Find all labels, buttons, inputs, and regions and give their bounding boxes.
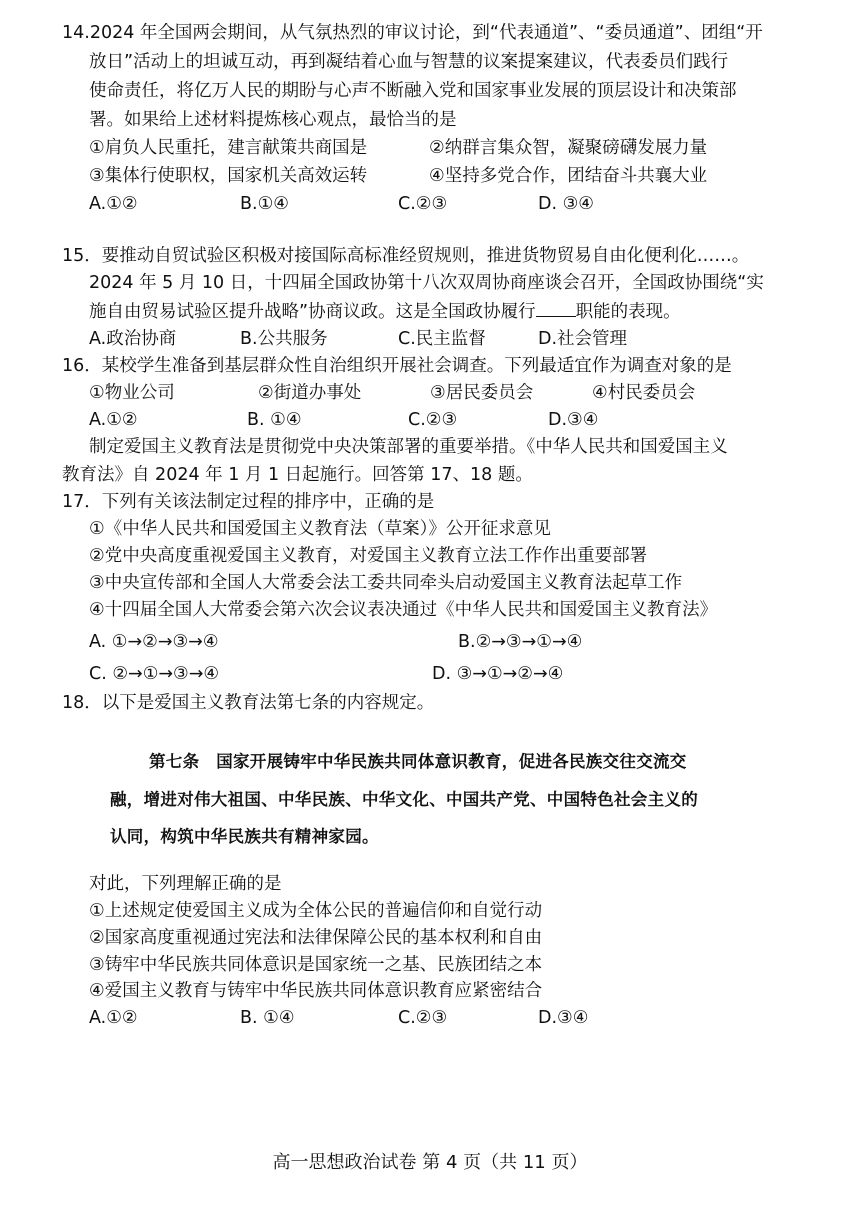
q18-item-1: ①上述规定使爱国主义成为全体公民的普遍信仰和自觉行动 [89,901,543,921]
q15-choice-b: B.公共服务 [240,329,328,349]
q18-item-4: ④爱国主义教育与铸牢中华民族共同体意识教育应紧密结合 [89,981,543,1001]
intro-line-1: 制定爱国主义教育法是贯彻党中央决策部署的重要举措。《中华人民共和国爱国主义 [89,437,728,457]
q14-item-2: ②纳群言集众智，凝聚磅礴发展力量 [429,138,708,158]
q14-choice-a: A.①② [89,194,138,214]
q16-item-3: ③居民委员会 [430,383,534,403]
article-7-line-1: 第七条 国家开展铸牢中华民族共同体意识教育，促进各民族交往交流交 [149,752,687,771]
page-footer: 高一思想政治试卷 第 4 页（共 11 页） [272,1152,588,1173]
q14-item-1: ①肩负人民重托，建言献策共商国是 [89,138,368,158]
q18-stem: 18．以下是爱国主义教育法第七条的内容规定。 [62,693,435,713]
q15-stem-line-1: 15．要推动自贸试验区积极对接国际高标准经贸规则，推进货物贸易自由化便利化……。 [62,246,750,266]
q14-choice-d: D. ③④ [538,194,594,214]
q18-choice-d: D.③④ [538,1008,589,1028]
q18-item-3: ③铸牢中华民族共同体意识是国家统一之基、民族团结之本 [89,955,543,975]
q18-choice-b: B. ①④ [240,1008,295,1028]
article-7-line-3: 认同，构筑中华民族共有精神家园。 [110,827,379,846]
q17-choice-b: B.②→③→①→④ [458,632,583,652]
q16-choice-b: B. ①④ [247,410,302,430]
q17-stem: 17．下列有关该法制定过程的排序中，正确的是 [62,492,435,512]
q17-item-3: ③中央宣传部和全国人大常委会法工委共同牵头启动爱国主义教育法起草工作 [89,573,683,593]
q16-choice-c: C.②③ [408,410,458,430]
q16-choice-d: D.③④ [548,410,599,430]
q16-item-1: ①物业公司 [89,383,175,403]
q18-prompt: 对此，下列理解正确的是 [89,874,282,894]
q15-stem-text-after-blank: 职能的表现。 [575,302,681,322]
q18-choice-c: C.②③ [398,1008,448,1028]
q14-stem-line-4: 署。如果给上述材料提炼核心观点，最恰当的是 [89,110,457,130]
q17-choice-a: A. ①→②→③→④ [89,632,219,652]
q18-choice-a: A.①② [89,1008,138,1028]
q14-item-4: ④坚持多党合作，团结奋斗共襄大业 [429,166,708,186]
q17-item-4: ④十四届全国人大常委会第六次会议表决通过《中华人民共和国爱国主义教育法》 [89,600,718,620]
q16-choice-a: A.①② [89,410,138,430]
q18-item-2: ②国家高度重视通过宪法和法律保障公民的基本权利和自由 [89,928,543,948]
q16-item-4: ④村民委员会 [592,383,696,403]
q14-stem-line-2: 放日”活动上的坦诚互动，再到凝结着心血与智慧的议案提案建议，代表委员们践行 [89,52,729,72]
q15-stem-text-before-blank: 施自由贸易试验区提升战略”协商议政。这是全国政协履行 [89,302,536,322]
q17-choice-d: D. ③→①→②→④ [432,664,564,684]
answer-blank [536,298,576,317]
q14-choice-c: C.②③ [398,194,448,214]
q15-stem-line-2: 2024 年 5 月 10 日，十四届全国政协第十八次双周协商座谈会召开，全国政协围绕“实 [89,273,764,293]
intro-line-2: 教育法》自 2024 年 1 月 1 日起施行。回答第 17、18 题。 [62,465,533,485]
q15-choice-a: A.政治协商 [89,329,177,349]
q14-stem-line-3: 使命责任，将亿万人民的期盼与心声不断融入党和国家事业发展的顶层设计和决策部 [89,81,737,101]
q14-choice-b: B.①④ [240,194,289,214]
q15-choice-d: D.社会管理 [538,329,628,349]
q14-stem-line-1: 14.2024 年全国两会期间，从气氛热烈的审议讨论，到“代表通道”、“委员通道”、团组“开 [62,23,763,43]
q15-stem-line-3 [89,298,681,325]
q15-choice-c: C.民主监督 [398,329,486,349]
q16-stem: 16．某校学生准备到基层群众性自治组织开展社会调查。下列最适宜作为调查对象的是 [62,356,732,376]
q16-item-2: ②街道办事处 [258,383,362,403]
q17-choice-c: C. ②→①→③→④ [89,664,220,684]
q14-item-3: ③集体行使职权，国家机关高效运转 [89,166,368,186]
q17-item-1: ①《中华人民共和国爱国主义教育法（草案）》公开征求意见 [89,519,551,539]
article-7-line-2: 融，增进对伟大祖国、中华民族、中华文化、中国共产党、中国特色社会主义的 [110,790,698,809]
q17-item-2: ②党中央高度重视爱国主义教育，对爱国主义教育立法工作作出重要部署 [89,546,648,566]
